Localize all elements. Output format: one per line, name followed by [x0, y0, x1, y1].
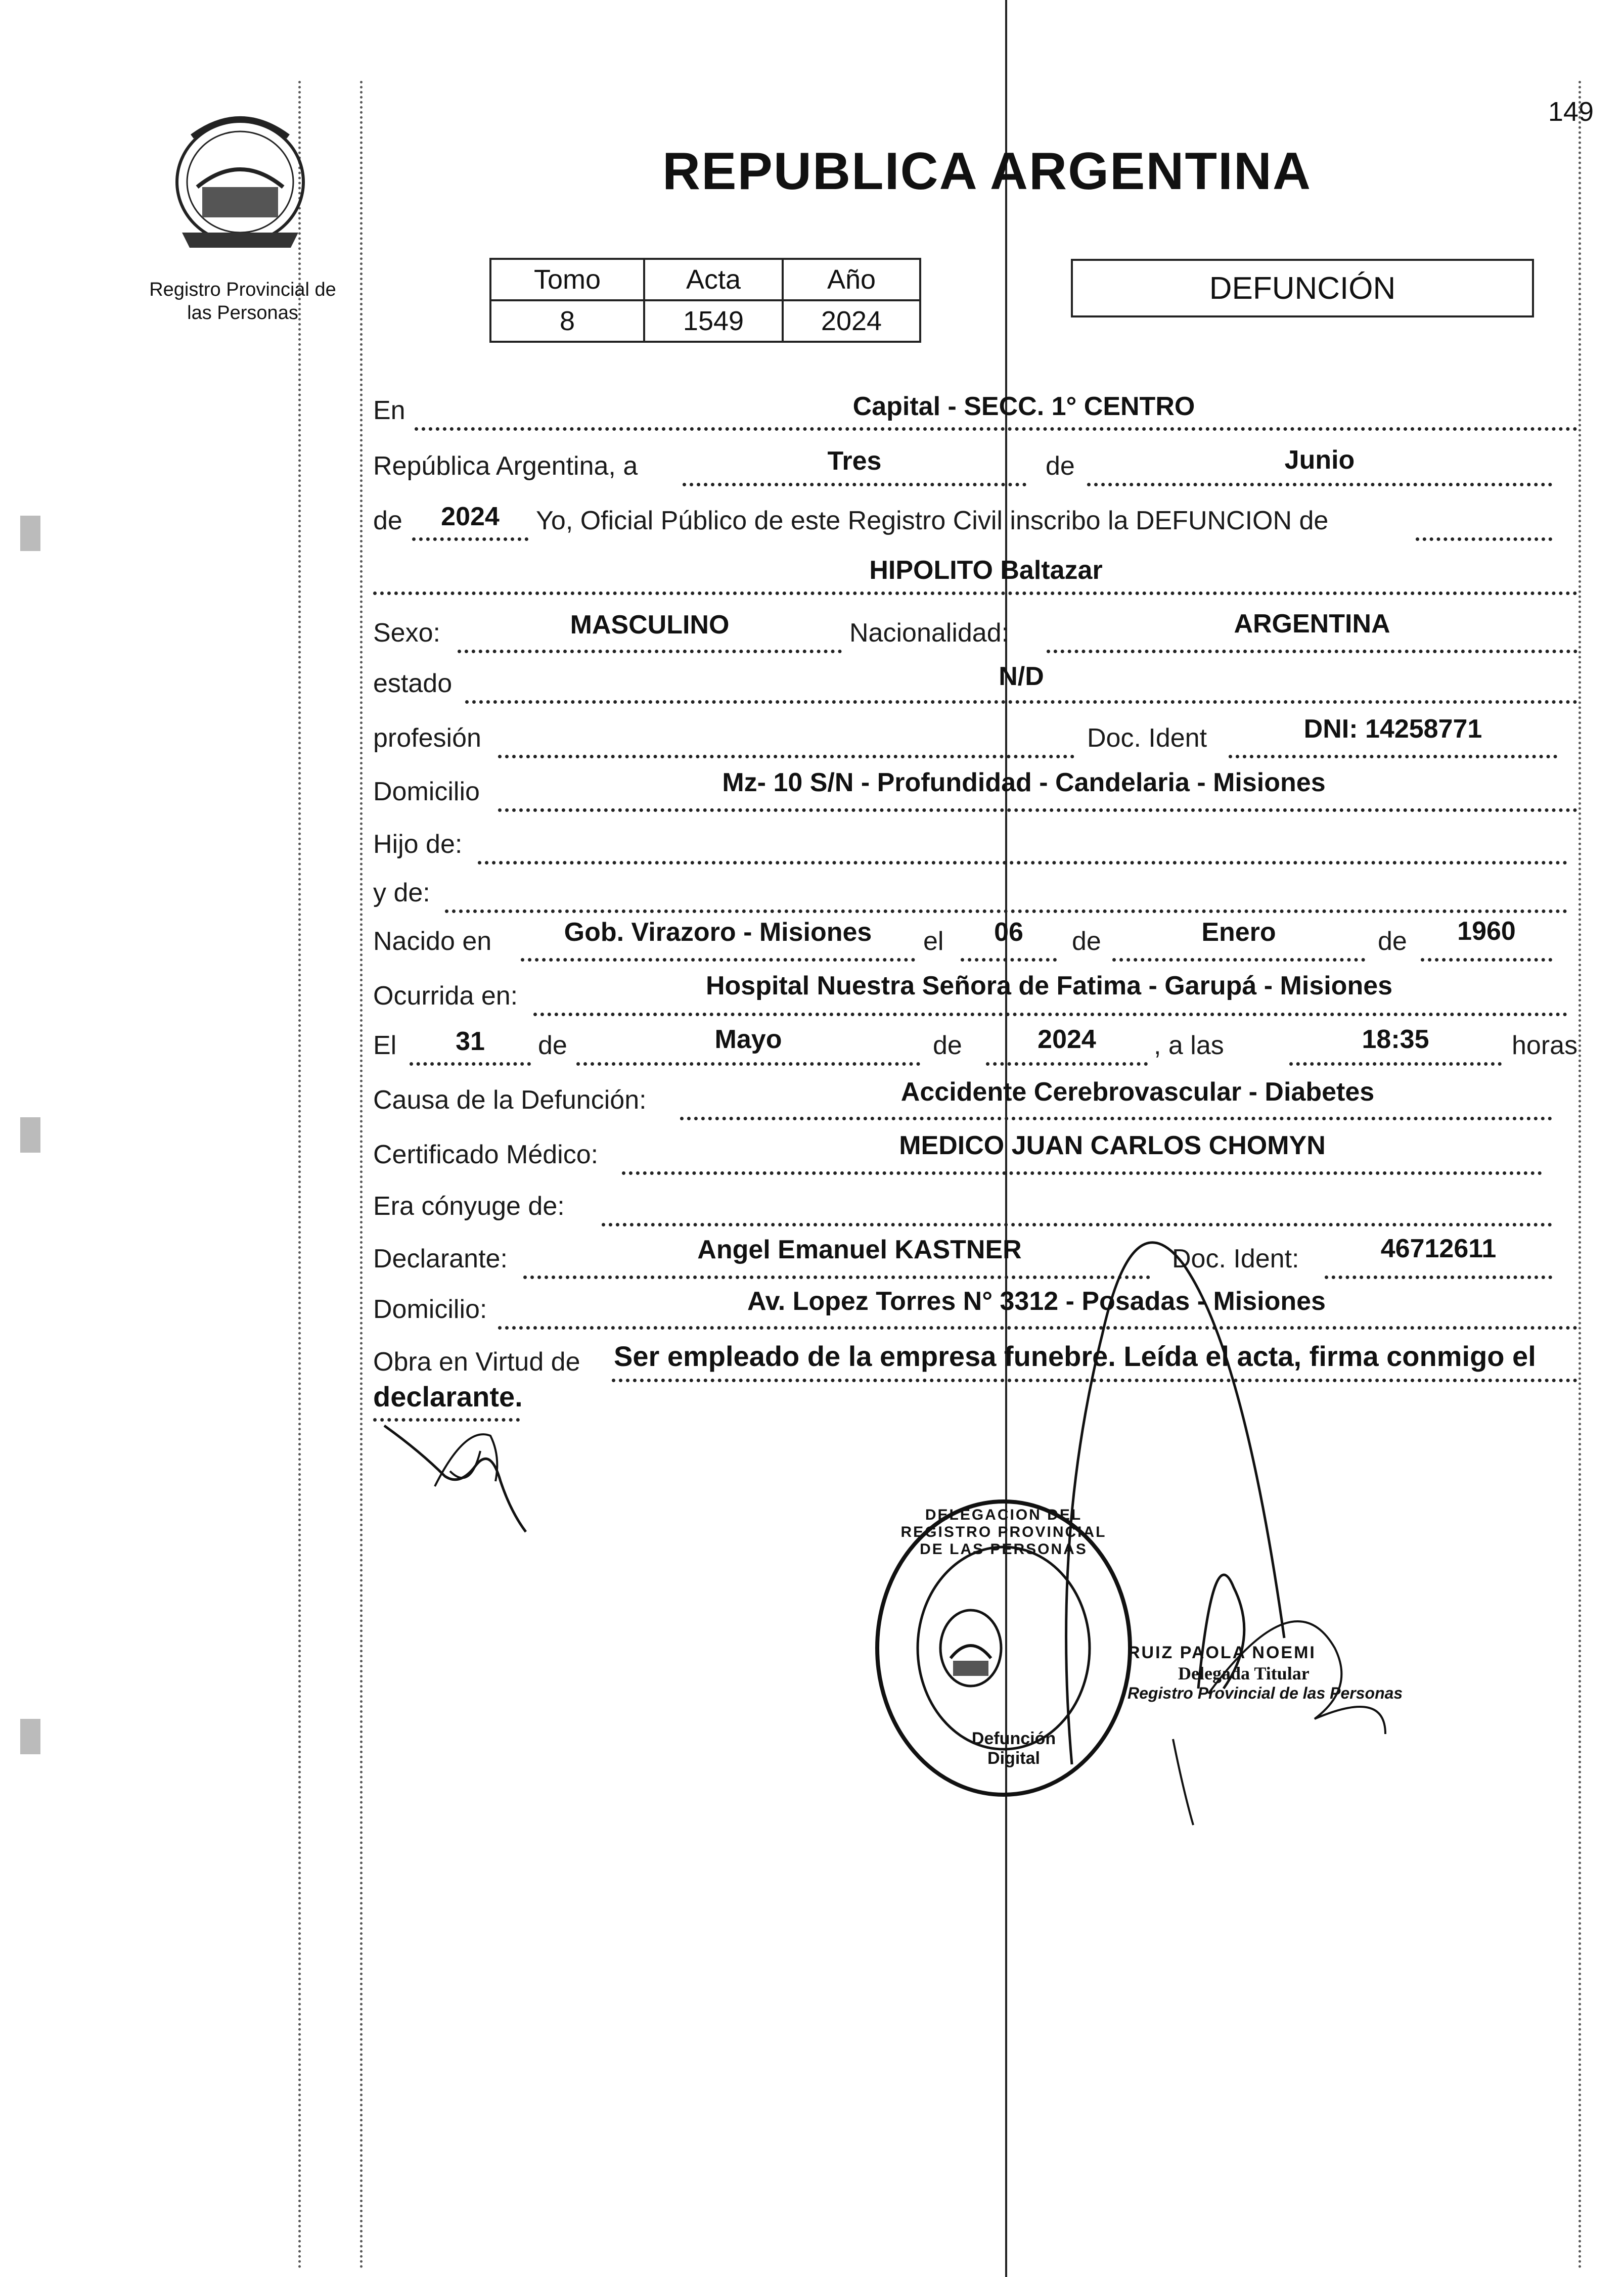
- line-hijo-de: [478, 861, 1567, 864]
- value-nac-dia: 06: [994, 918, 1023, 947]
- scan-mark: [20, 1719, 40, 1754]
- value-anio: 2024: [441, 502, 500, 531]
- line-def-mes: [576, 1062, 920, 1066]
- table-cell: 2024: [783, 300, 920, 342]
- label-causa: Causa de la Defunción:: [373, 1085, 647, 1115]
- line-nacionalidad: [1047, 650, 1577, 653]
- official-title: Delegada Titular: [1178, 1663, 1310, 1683]
- stamp-inner-text: Defunción Digital: [971, 1729, 1056, 1768]
- label-en: En: [373, 396, 405, 425]
- value-nac-anio: 1960: [1457, 917, 1516, 946]
- label-domicilio: Domicilio: [373, 777, 480, 806]
- registry-name: Registro Provincial de las Personas: [149, 279, 336, 324]
- label-obra: Obra en Virtud de: [373, 1347, 580, 1377]
- binding-rule: [360, 81, 363, 2270]
- record-table-values: [490, 300, 920, 342]
- line-causa: [680, 1117, 1552, 1120]
- line-y-de: [445, 909, 1567, 913]
- value-causa: Accidente Cerebrovascular - Diabetes: [900, 1077, 1375, 1107]
- table-cell: Año: [783, 259, 920, 300]
- value-domicilio: Mz- 10 S/N - Profundidad - Candelaria - Misiones: [722, 768, 1326, 797]
- line-estado: [465, 700, 1577, 704]
- line-def-dia: [410, 1062, 531, 1066]
- value-sexo: MASCULINO: [570, 610, 730, 640]
- line-nacido-en: [521, 958, 915, 962]
- line-nac-mes: [1112, 958, 1365, 962]
- label-de-year: de: [373, 506, 402, 535]
- value-doc: DNI: 14258771: [1303, 714, 1482, 744]
- line-doc: [1229, 755, 1557, 758]
- value-declarante-domicilio: Av. Lopez Torres N° 3312 - Posadas - Misiones: [747, 1287, 1326, 1316]
- label-de-month: de: [1046, 451, 1075, 481]
- value-dia: Tres: [827, 446, 882, 476]
- value-lugar: Capital - SECC. 1° CENTRO: [852, 392, 1195, 421]
- line-dia: [683, 483, 1026, 486]
- table-cell: Acta: [644, 259, 783, 300]
- value-nacido-en: Gob. Virazoro - Misiones: [564, 918, 872, 947]
- line-anio: [412, 537, 528, 541]
- line-sexo: [458, 650, 842, 653]
- table-cell: 1549: [644, 300, 783, 342]
- official-name: RUIZ PAOLA NOEMI: [1127, 1643, 1316, 1662]
- right-margin-rule: [1578, 81, 1581, 2270]
- line-profesion: [498, 755, 1074, 758]
- record-table-header: [490, 259, 920, 300]
- value-certificado: MEDICO JUAN CARLOS CHOMYN: [899, 1131, 1326, 1160]
- value-estado: N/D: [999, 662, 1044, 691]
- label-a-las: , a las: [1154, 1031, 1224, 1060]
- label-y-de: y de:: [373, 878, 430, 907]
- line-mes: [1087, 483, 1552, 486]
- value-nac-mes: Enero: [1201, 918, 1276, 947]
- label-yo-oficial: Yo, Oficial Público de este Registro Civil inscribo la DEFUNCION de: [536, 506, 1329, 535]
- official-office: Registro Provincial de las Personas: [1127, 1684, 1403, 1702]
- value-ocurrida-en: Hospital Nuestra Señora de Fatima - Garupá - Misiones: [705, 971, 1393, 1000]
- value-obra-line1: Ser empleado de la empresa funebre. Leída el acta, firma conmigo el: [614, 1340, 1536, 1372]
- label-profesion: profesión: [373, 723, 481, 753]
- seal-emblem-icon: [162, 106, 319, 253]
- line-def-anio: [986, 1062, 1148, 1066]
- value-declarante-doc: 46712611: [1380, 1234, 1497, 1263]
- page-number: 149: [1548, 97, 1594, 127]
- record-table: [489, 258, 921, 343]
- value-obra-line2: declarante.: [373, 1381, 523, 1413]
- label-nacido-en: Nacido en: [373, 927, 492, 956]
- label-sexo: Sexo:: [373, 618, 440, 648]
- official-signature: [1031, 1183, 1426, 1830]
- value-def-anio: 2024: [1037, 1025, 1096, 1054]
- table-cell: Tomo: [490, 259, 644, 300]
- label-de1: de: [1072, 927, 1101, 956]
- label-declarante: Declarante:: [373, 1244, 508, 1273]
- value-def-hora: 18:35: [1362, 1025, 1429, 1054]
- value-def-mes: Mayo: [714, 1025, 782, 1054]
- value-mes: Junio: [1284, 445, 1355, 475]
- value-def-dia: 31: [456, 1027, 485, 1056]
- line-ocurrida-en: [533, 1013, 1567, 1016]
- scan-mark: [20, 516, 40, 551]
- value-nombre: HIPOLITO Baltazar: [869, 556, 1103, 585]
- line-certificado: [622, 1171, 1542, 1175]
- label-certificado: Certificado Médico:: [373, 1140, 599, 1169]
- label-de4: de: [933, 1031, 962, 1060]
- label-de3: de: [538, 1031, 567, 1060]
- left-margin-rule: [298, 81, 301, 2270]
- label-nacionalidad: Nacionalidad:: [849, 618, 1009, 648]
- official-name-block: [1127, 1643, 1441, 1703]
- line-domicilio: [498, 808, 1577, 812]
- label-de2: de: [1378, 927, 1407, 956]
- label-estado: estado: [373, 669, 453, 698]
- label-horas: horas: [1512, 1031, 1578, 1060]
- label-ocurrida-en: Ocurrida en:: [373, 981, 518, 1011]
- label-hijo-de: Hijo de:: [373, 830, 463, 859]
- line-nac-anio: [1421, 958, 1552, 962]
- record-type-box: [1071, 259, 1534, 317]
- document-title: REPUBLICA ARGENTINA: [662, 142, 1312, 201]
- line-nac-dia: [961, 958, 1057, 962]
- label-el: el: [923, 927, 944, 956]
- declarant-signature: [374, 1405, 546, 1537]
- stamp-ring-text: DELEGACION DEL REGISTRO PROVINCIAL DE LAS PERSONAS: [900, 1507, 1107, 1558]
- label-conyuge: Era cónyuge de:: [373, 1192, 565, 1221]
- record-type: DEFUNCIÓN: [1209, 270, 1396, 306]
- scan-mark: [20, 1117, 40, 1153]
- label-republica: República Argentina, a: [373, 451, 638, 481]
- value-nacionalidad: ARGENTINA: [1234, 609, 1390, 639]
- table-cell: 8: [490, 300, 644, 342]
- province-seal: [162, 106, 319, 253]
- label-el2: El: [373, 1031, 397, 1060]
- label-doc-ident: Doc. Ident: [1087, 723, 1207, 753]
- label-domicilio2: Domicilio:: [373, 1295, 487, 1324]
- line-def-hora: [1289, 1062, 1502, 1066]
- line-en: [415, 427, 1577, 431]
- line-trailing: [1416, 537, 1552, 541]
- line-nombre: [373, 591, 1577, 595]
- value-declarante: Angel Emanuel KASTNER: [697, 1235, 1022, 1264]
- label-doc-ident2: Doc. Ident:: [1172, 1244, 1299, 1273]
